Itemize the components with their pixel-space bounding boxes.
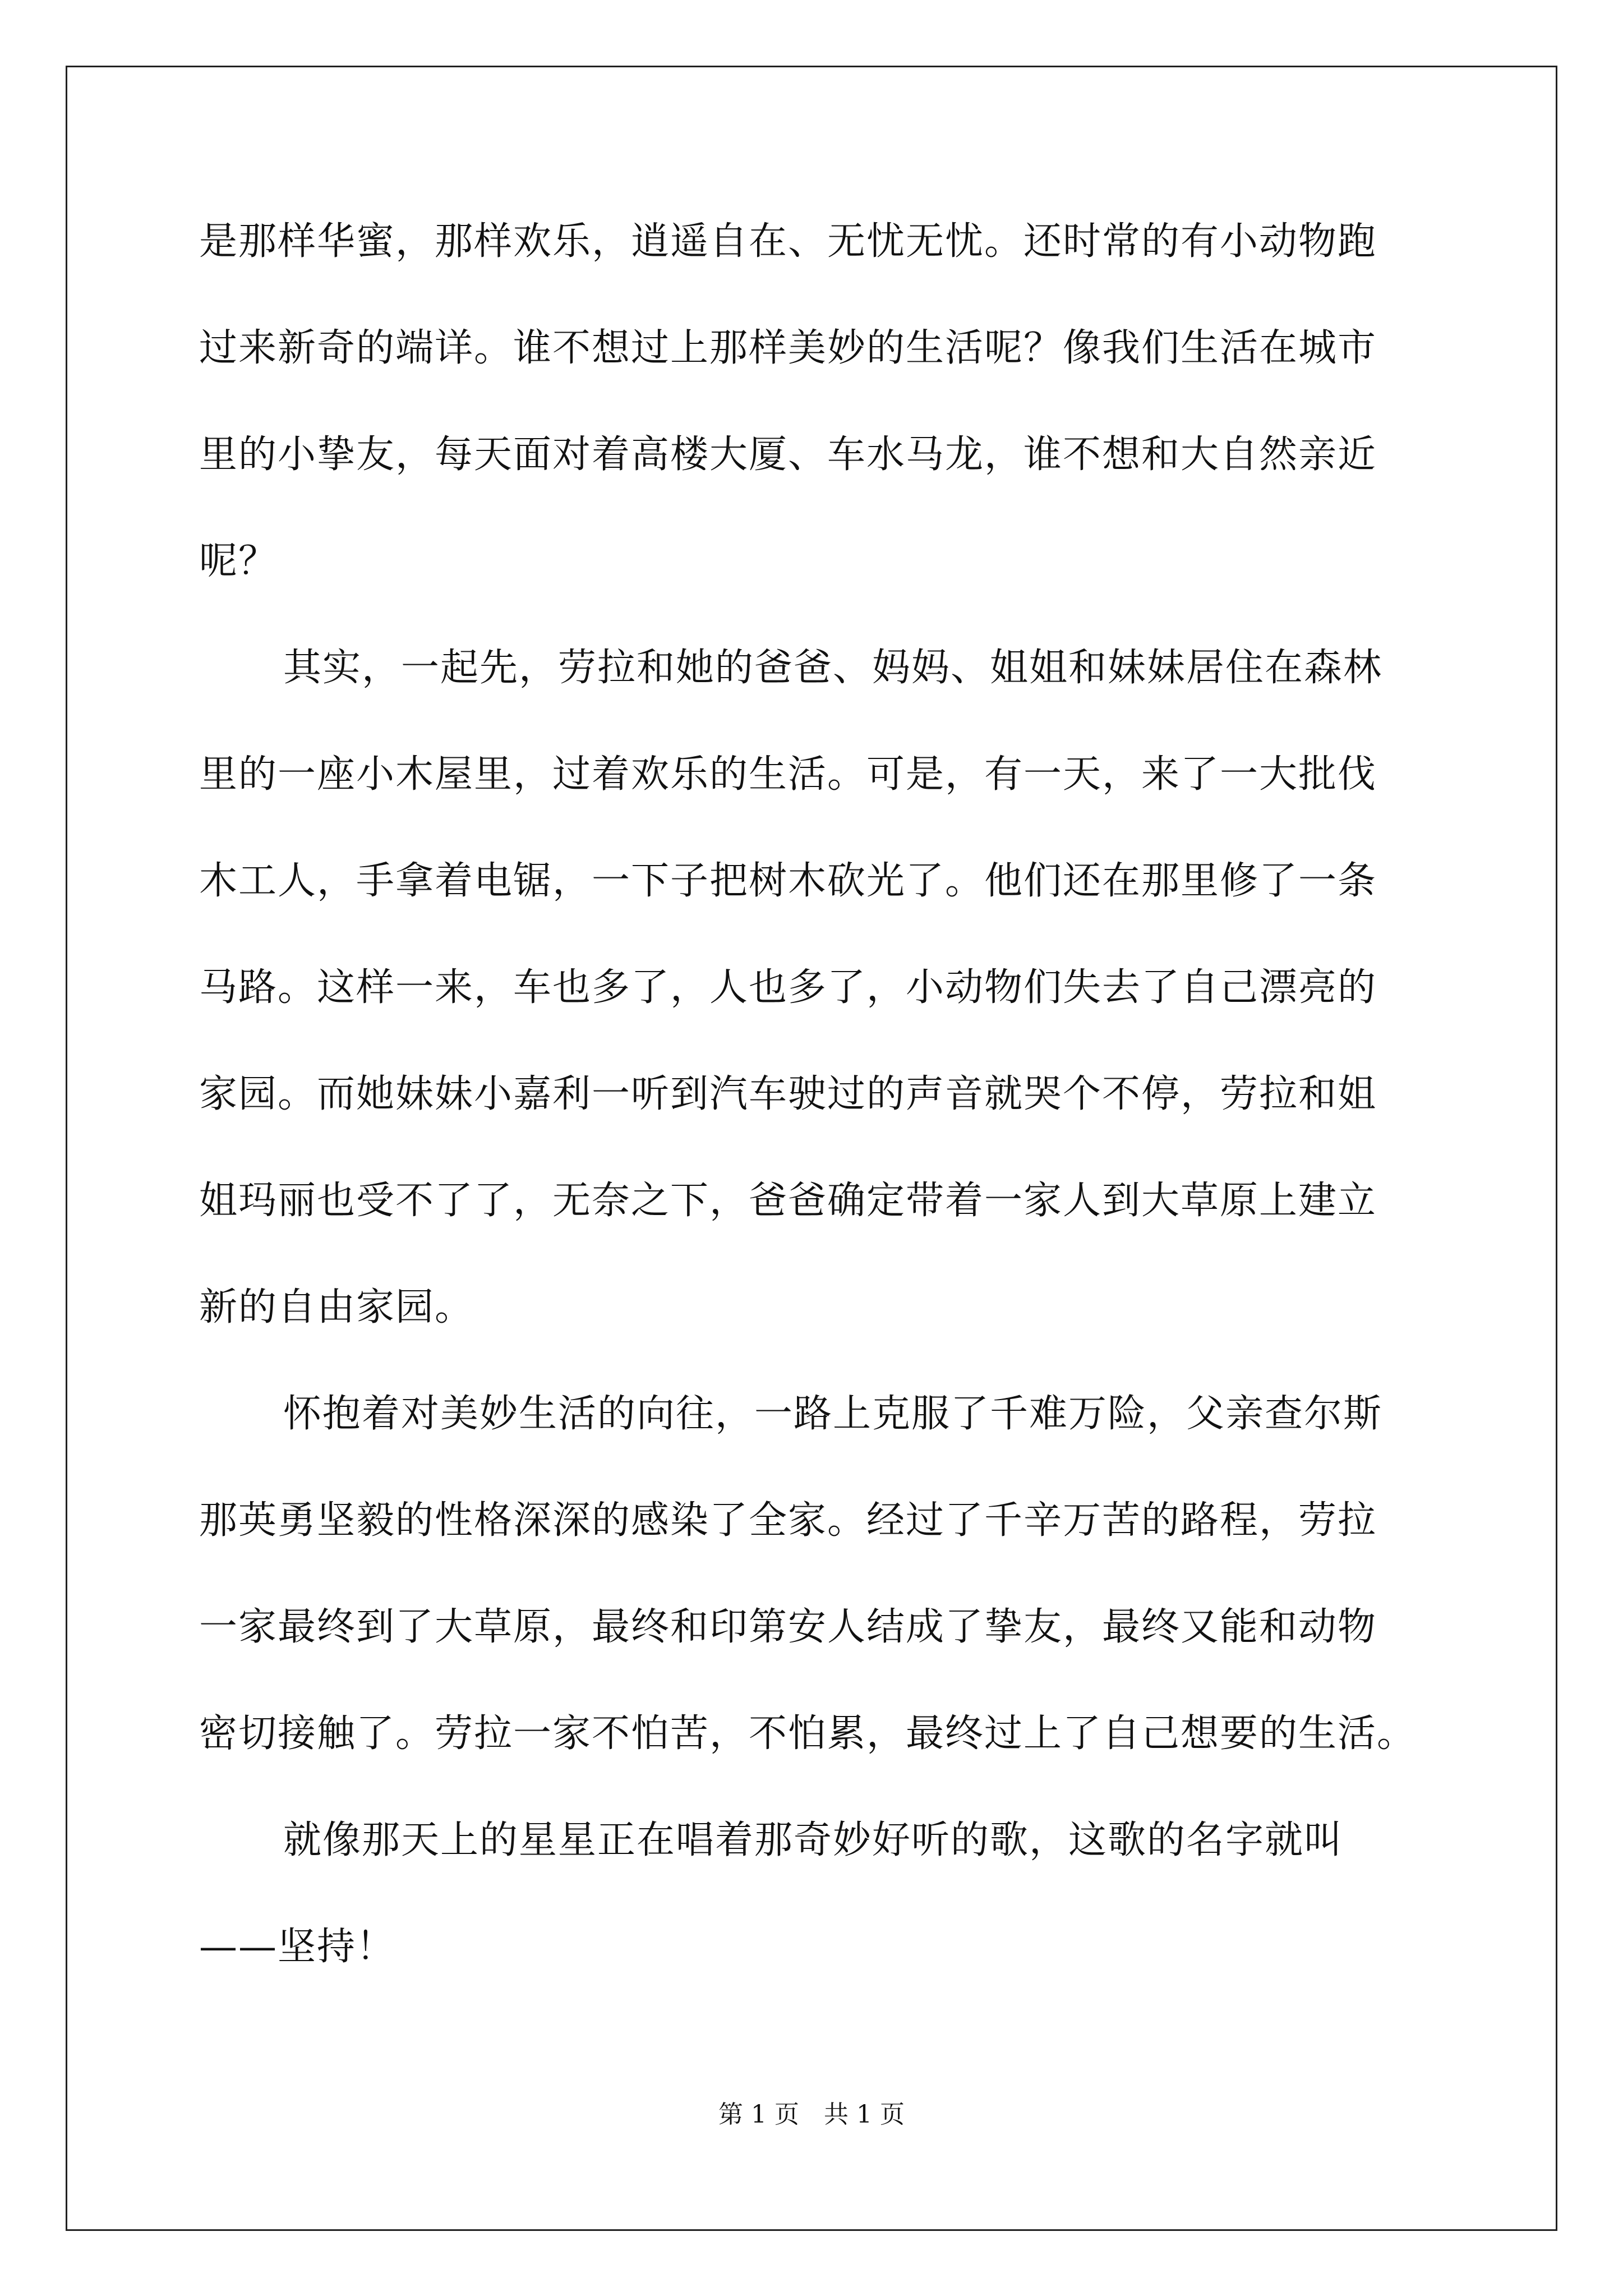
paragraph-1-line-3: 里的小挚友，每天面对着高楼大厦、车水马龙，谁不想和大自然亲近 — [199, 432, 1377, 477]
paragraph-3-line-4: 密切接触了。劳拉一家不怕苦，不怕累，最终过上了自己想要的生活。 — [199, 1711, 1417, 1756]
page-number-footer: 第 1 页 共 1 页 — [718, 2100, 905, 2129]
paragraph-2-line-7: 新的自由家园。 — [199, 1285, 474, 1329]
paragraph-2-line-4: 马路。这样一来，车也多了，人也多了，小动物们失去了自己漂亮的 — [199, 965, 1377, 1010]
paragraph-3-line-2: 那英勇坚毅的性格深深的感染了全家。经过了千辛万苦的路程，劳拉 — [199, 1498, 1377, 1543]
paragraph-2-line-2: 里的一座小木屋里，过着欢乐的生活。可是，有一天，来了一大批伐 — [199, 752, 1377, 797]
paragraph-2-line-5: 家园。而她妹妹小嘉利一听到汽车驶过的声音就哭个不停，劳拉和姐 — [199, 1072, 1377, 1116]
paragraph-3-line-3: 一家最终到了大草原，最终和印第安人结成了挚友，最终又能和动物 — [199, 1605, 1377, 1649]
paragraph-4-line-1: 就像那天上的星星正在唱着那奇妙好听的歌，这歌的名字就叫 — [283, 1818, 1344, 1862]
paragraph-3-line-1: 怀抱着对美妙生活的向往，一路上克服了千难万险，父亲查尔斯 — [283, 1392, 1383, 1436]
paragraph-4-line-2: ——坚持！ — [199, 1925, 396, 1969]
paragraph-2-line-3: 木工人，手拿着电锯，一下子把树木砍光了。他们还在那里修了一条 — [199, 859, 1377, 903]
paragraph-2-line-6: 姐玛丽也受不了了，无奈之下，爸爸确定带着一家人到大草原上建立 — [199, 1179, 1377, 1223]
paragraph-2-line-1: 其实，一起先，劳拉和她的爸爸、妈妈、姐姐和妹妹居住在森林 — [283, 646, 1383, 690]
page-border — [66, 66, 1557, 2231]
paragraph-1-line-2: 过来新奇的端详。谁不想过上那样美妙的生活呢？像我们生活在城市 — [199, 326, 1377, 370]
paragraph-1-line-4: 呢？ — [199, 539, 278, 583]
paragraph-1-line-1: 是那样华蜜，那样欢乐，逍遥自在、无忧无忧。还时常的有小动物跑 — [199, 219, 1377, 264]
